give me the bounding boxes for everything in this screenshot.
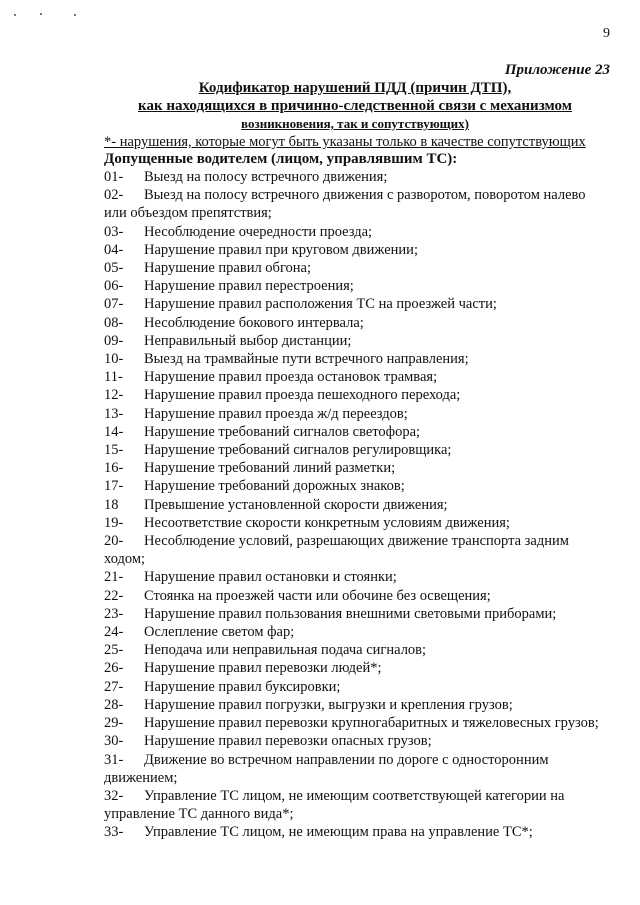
item-number: 04- bbox=[104, 241, 124, 258]
document-title bbox=[100, 80, 610, 133]
item-text: Нарушение правил остановки и стоянки; bbox=[144, 569, 397, 586]
list-item bbox=[104, 314, 609, 332]
item-text: Неподача или неправильная подача сигналов; bbox=[144, 642, 427, 659]
list-item bbox=[104, 423, 609, 441]
item-number: 03- bbox=[104, 223, 124, 240]
item-text: Выезд на полосу встречного движения с разворотом, поворотом налево или объездом препятствия; bbox=[104, 187, 586, 222]
scan-speck bbox=[74, 14, 76, 16]
list-item bbox=[104, 623, 609, 641]
item-text: Стоянка на проезжей части или обочине без освещения; bbox=[144, 587, 491, 604]
item-number: 18 bbox=[104, 496, 119, 513]
list-item bbox=[104, 532, 609, 568]
item-text: Превышение установленной скорости движения; bbox=[144, 496, 448, 513]
item-text: Нарушение правил обгона; bbox=[144, 260, 311, 277]
list-item bbox=[104, 277, 609, 295]
item-number: 23- bbox=[104, 605, 124, 622]
item-number: 19- bbox=[104, 514, 124, 531]
list-item bbox=[104, 659, 609, 677]
list-item bbox=[104, 186, 609, 222]
scan-speck bbox=[14, 14, 16, 16]
item-text: Нарушение правил при круговом движении; bbox=[144, 241, 418, 258]
item-number: 20- bbox=[104, 533, 124, 550]
list-item bbox=[104, 350, 609, 368]
list-item bbox=[104, 587, 609, 605]
item-number: 28- bbox=[104, 696, 124, 713]
list-item bbox=[104, 514, 609, 532]
item-number: 27- bbox=[104, 678, 124, 695]
list-item bbox=[104, 732, 609, 750]
item-text: Несоблюдение условий, разрешающих движение транспорта задним ходом; bbox=[104, 533, 569, 568]
item-number: 06- bbox=[104, 278, 124, 295]
item-number: 29- bbox=[104, 715, 124, 732]
title-line-1: Кодификатор нарушений ПДД (причин ДТП), bbox=[198, 80, 512, 96]
item-text: Нарушение требований дорожных знаков; bbox=[144, 478, 405, 495]
section-heading: Допущенные водителем (лицом, управлявшим ТС): bbox=[104, 151, 458, 167]
list-item bbox=[104, 332, 609, 350]
item-text: Нарушение правил перевозки крупногабаритных и тяжеловесных грузов; bbox=[144, 715, 599, 732]
item-text: Нарушение правил проезда ж/д переездов; bbox=[144, 405, 408, 422]
list-item bbox=[104, 641, 609, 659]
item-number: 24- bbox=[104, 624, 124, 641]
item-number: 02- bbox=[104, 187, 124, 204]
list-item bbox=[104, 405, 609, 423]
item-text: Управление ТС лицом, не имеющим соответствующей категории на управление ТС данного вида*; bbox=[104, 787, 565, 823]
violations-list bbox=[104, 168, 609, 842]
item-text: Несоблюдение бокового интервала; bbox=[144, 314, 364, 331]
item-text: Ослепление светом фар; bbox=[144, 624, 295, 641]
item-number: 25- bbox=[104, 642, 124, 659]
item-text: Нарушение требований сигналов светофора; bbox=[144, 423, 421, 440]
list-item bbox=[104, 568, 609, 586]
list-item bbox=[104, 714, 609, 732]
item-text: Нарушение правил проезда остановок трамвая; bbox=[144, 369, 438, 386]
title-line-2: как находящихся в причинно-следственной связи с механизмом bbox=[138, 97, 572, 114]
item-number: 30- bbox=[104, 733, 124, 750]
item-number: 07- bbox=[104, 296, 124, 313]
list-item bbox=[104, 241, 609, 259]
item-text: Несоответствие скорости конкретным условиям движения; bbox=[144, 514, 510, 531]
item-number: 12- bbox=[104, 387, 124, 404]
list-item bbox=[104, 678, 609, 696]
item-text: Движение во встречном направлении по дороге с односторонним движением; bbox=[104, 751, 549, 786]
item-number: 26- bbox=[104, 660, 124, 677]
page-number: 9 bbox=[603, 26, 610, 41]
item-text: Нарушение правил пользования внешними световыми приборами; bbox=[144, 605, 557, 622]
item-text: Нарушение правил погрузки, выгрузки и крепления грузов; bbox=[144, 696, 513, 713]
footnote-legend: *- нарушения, которые могут быть указаны только в качестве сопутствующих bbox=[104, 134, 586, 150]
list-item bbox=[104, 823, 609, 841]
appendix-label: Приложение 23 bbox=[504, 62, 610, 78]
list-item bbox=[104, 441, 609, 459]
item-number: 09- bbox=[104, 332, 124, 349]
item-text: Несоблюдение очередности проезда; bbox=[144, 223, 373, 240]
list-item bbox=[104, 168, 609, 186]
list-item bbox=[104, 386, 609, 404]
item-text: Нарушение правил проезда пешеходного перехода; bbox=[144, 387, 461, 404]
item-text: Нарушение правил расположения ТС на проезжей части; bbox=[144, 296, 497, 313]
list-item bbox=[104, 259, 609, 277]
list-item bbox=[104, 696, 609, 714]
item-text: Нарушение правил перестроения; bbox=[144, 278, 354, 295]
item-number: 11- bbox=[104, 369, 123, 386]
item-number: 32- bbox=[104, 787, 124, 804]
item-text: Выезд на полосу встречного движения; bbox=[144, 169, 388, 185]
item-number: 10- bbox=[104, 351, 124, 368]
item-number: 08- bbox=[104, 314, 124, 331]
list-item bbox=[104, 459, 609, 477]
item-text: Неправильный выбор дистанции; bbox=[144, 332, 352, 349]
list-item bbox=[104, 751, 609, 787]
item-number: 33- bbox=[104, 824, 124, 841]
item-text: Управление ТС лицом, не имеющим права на управление ТС*; bbox=[144, 824, 533, 841]
item-number: 16- bbox=[104, 460, 124, 477]
item-number: 14- bbox=[104, 423, 124, 440]
item-number: 01- bbox=[104, 169, 124, 185]
title-line-3: возникновения, так и сопутствующих) bbox=[241, 116, 469, 131]
item-number: 15- bbox=[104, 442, 124, 459]
list-item bbox=[104, 605, 609, 623]
list-item bbox=[104, 368, 609, 386]
list-item bbox=[104, 223, 609, 241]
item-number: 22- bbox=[104, 587, 124, 604]
list-item bbox=[104, 477, 609, 495]
item-text: Нарушение правил перевозки опасных грузов; bbox=[144, 733, 432, 750]
item-text: Нарушение правил буксировки; bbox=[144, 678, 341, 695]
item-text: Нарушение требований линий разметки; bbox=[144, 460, 396, 477]
item-number: 21- bbox=[104, 569, 124, 586]
item-text: Нарушение требований сигналов регулировщика; bbox=[144, 442, 452, 459]
scan-speck bbox=[40, 13, 42, 15]
list-item bbox=[104, 295, 609, 313]
item-text: Нарушение правил перевозки людей*; bbox=[144, 660, 382, 677]
item-number: 13- bbox=[104, 405, 124, 422]
item-number: 31- bbox=[104, 751, 124, 768]
item-number: 17- bbox=[104, 478, 124, 495]
list-item bbox=[104, 496, 609, 514]
item-text: Выезд на трамвайные пути встречного направления; bbox=[144, 351, 469, 368]
list-item bbox=[104, 787, 609, 823]
item-number: 05- bbox=[104, 260, 124, 277]
